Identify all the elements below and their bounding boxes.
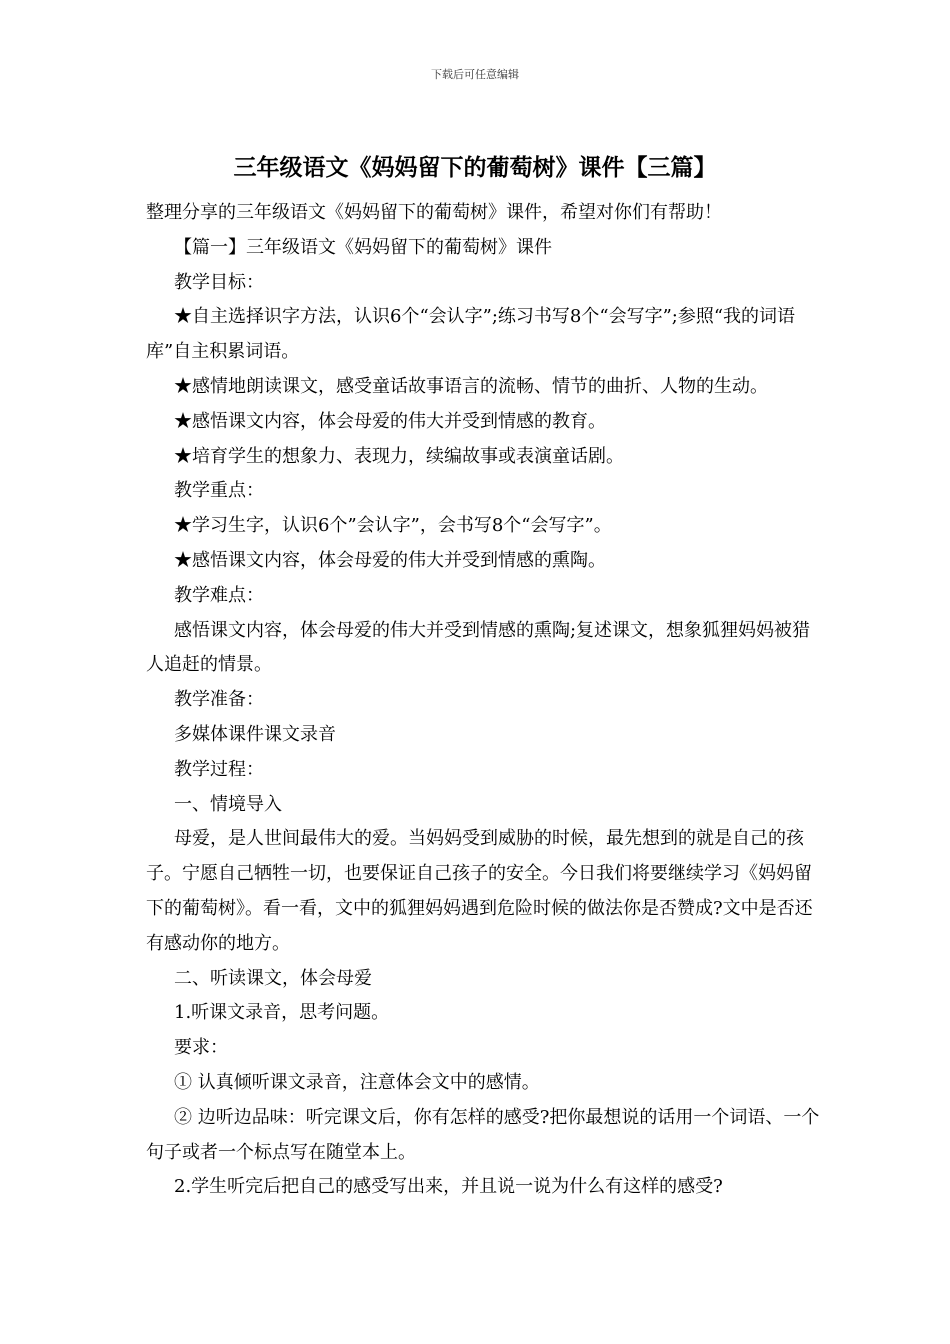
paragraph: 多媒体课件课文录音 xyxy=(174,723,336,745)
paragraph: ★培育学生的想象力、表现力，续编故事或表演童话剧。 xyxy=(174,445,624,467)
paragraph: 1.听课文录音，思考问题。 xyxy=(174,1002,390,1024)
paragraph: 教学目标： xyxy=(174,271,264,293)
paragraph: 母爱，是人世间最伟大的爱。当妈妈受到威胁的时候，最先想到的就是自己的孩子。宁愿自己牺牲一切，也要保证自己孩子的安全。今日我们将要继续学习《妈妈留下的葡萄树》。看一看，文中的狐狸妈妈遇到危险时候的做法你是否赞成?文中是否还有感动你的地方。 xyxy=(146,828,813,954)
header-note: 下载后可任意编辑 xyxy=(431,68,519,81)
paragraph: 整理分享的三年级语文《妈妈留下的葡萄树》课件，希望对你们有帮助！ xyxy=(146,202,722,223)
paragraph: 要求： xyxy=(174,1037,228,1059)
paragraph: 2.学生听完后把自己的感受写出来，并且说一说为什么有这样的感受? xyxy=(174,1176,723,1198)
paragraph: 一、情境导入 xyxy=(174,793,282,815)
paragraph: 【篇一】三年级语文《妈妈留下的葡萄树》课件 xyxy=(174,236,552,258)
paragraph: ★感悟课文内容，体会母爱的伟大并受到情感的熏陶。 xyxy=(174,549,606,571)
paragraph: ① 认真倾听课文录音，注意体会文中的感情。 xyxy=(174,1071,540,1093)
paragraph: ② 边听边品味：听完课文后，你有怎样的感受?把你最想说的话用一个词语、一个句子或者一个标点写在随堂本上。 xyxy=(146,1106,820,1163)
paragraph: 教学难点： xyxy=(174,584,264,606)
paragraph: 教学过程： xyxy=(174,758,264,780)
paragraph: ★感悟课文内容，体会母爱的伟大并受到情感的教育。 xyxy=(174,410,606,432)
paragraph: 教学重点： xyxy=(174,480,264,502)
paragraph: 教学准备： xyxy=(174,689,264,711)
document-title: 三年级语文《妈妈留下的葡萄树》课件【三篇】 xyxy=(233,154,717,181)
paragraph: 感悟课文内容，体会母爱的伟大并受到情感的熏陶;复述课文，想象狐狸妈妈被猎人追赶的情景。 xyxy=(146,619,811,676)
paragraph: ★自主选择识字方法，认识6个“会认字”;练习书写8个“会写字”;参照“我的词语库”自主积累词语。 xyxy=(146,306,796,363)
paragraph: ★感情地朗读课文，感受童话故事语言的流畅、情节的曲折、人物的生动。 xyxy=(174,375,768,397)
document-body xyxy=(146,196,822,1205)
paragraph: ★学习生字，认识6个”会认字”，会书写8个“会写字”。 xyxy=(174,515,612,537)
paragraph: 二、听读课文，体会母爱 xyxy=(174,967,372,989)
